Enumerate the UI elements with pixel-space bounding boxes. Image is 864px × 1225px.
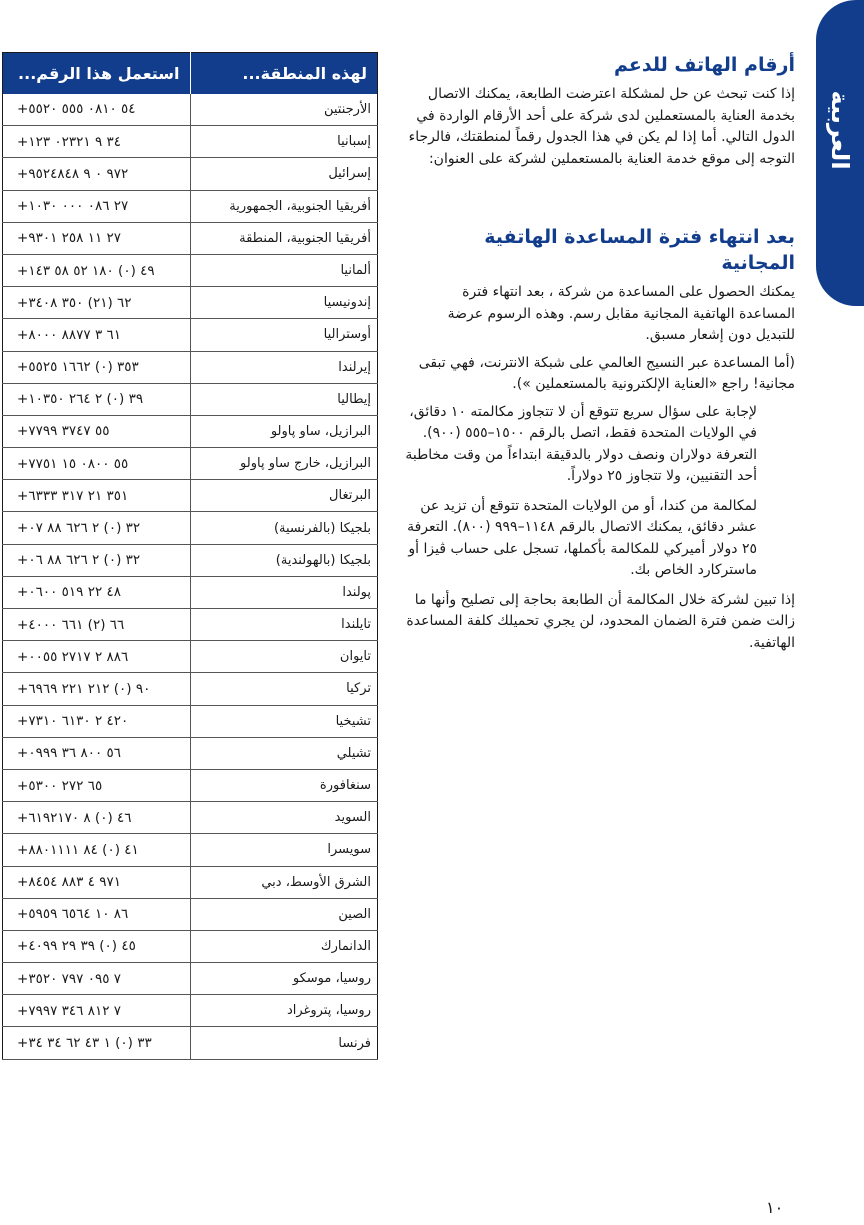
- bullet-quick-question: لإجابة على سؤال سريع تتوقع أن لا تتجاوز مكالمته ١٠ دقائق، في الولايات المتحدة فقط، اتصل بالرقم ١٥٠٠–٥٥٥ (٩٠٠). التعرفة دولاران ونصف دولار بالدقيقة ابتداءاً من وقت مخاطبة أحد التقنيين، ولا تتجاوز ٢٥ دولاراً.: [405, 403, 757, 484]
- table-row: [3, 480, 378, 512]
- header-region: لهذه المنطقة...: [190, 53, 378, 94]
- region-cell: سويسرا: [190, 834, 378, 866]
- table-row: [3, 512, 378, 544]
- region-cell: السويد: [190, 802, 378, 834]
- phone-number-cell: +٣٢ (٠) ٢ ٦٢٦ ٨٨ ٠٦: [3, 544, 191, 576]
- phone-number-cell: +٧ ٨١٢ ٣٤٦ ٧٩٩٧: [3, 995, 191, 1027]
- region-cell: روسيا، موسكو: [190, 963, 378, 995]
- table-row: [3, 576, 378, 608]
- table-row: [3, 254, 378, 286]
- region-cell: إسرائيل: [190, 158, 378, 190]
- table-row: [3, 609, 378, 641]
- phone-number-cell: +٣٥١ ٢١ ٣١٧ ٦٣٣٣: [3, 480, 191, 512]
- region-cell: الصين: [190, 898, 378, 930]
- paragraph-warranty: إذا تبين لشركة خلال المكالمة أن الطابعة بحاجة إلى تصليح وأنها ما زالت ضمن فترة الضمان المحدود، لن يجري تحميلك كلفة المساعدة الهاتفية.: [406, 591, 795, 651]
- phone-number-cell: +٣٣ (٠) ١ ٤٣ ٦٢ ٣٤ ٣٤: [3, 1027, 191, 1059]
- table-row: [3, 930, 378, 962]
- phone-number-cell: +٥٤ ٠٨١٠ ٥٥٥ ٥٥٢٠: [3, 94, 191, 126]
- table-row: [3, 769, 378, 801]
- table-row: [3, 415, 378, 447]
- phone-number-cell: +٤٦ (٠) ٨ ٦١٩٢١٧٠: [3, 802, 191, 834]
- region-cell: تايلندا: [190, 609, 378, 641]
- page-number: ١٠: [766, 1198, 784, 1217]
- table-row: [3, 158, 378, 190]
- table-row: [3, 995, 378, 1027]
- region-cell: تركيا: [190, 673, 378, 705]
- region-cell: تايوان: [190, 641, 378, 673]
- table-row: [3, 834, 378, 866]
- language-tab-label: العربية: [826, 90, 854, 170]
- phone-number-cell: +٧ ٠٩٥ ٧٩٧ ٣٥٢٠: [3, 963, 191, 995]
- region-cell: إيطاليا: [190, 383, 378, 415]
- phone-number-cell: +٦٥ ٢٧٢ ٥٣٠٠: [3, 769, 191, 801]
- phone-number-cell: +٦١ ٣ ٨٨٧٧ ٨٠٠٠: [3, 319, 191, 351]
- phone-number-cell: +٣٩ (٠) ٢ ٢٦٤ ١٠٣٥٠: [3, 383, 191, 415]
- region-cell: الأرجنتين: [190, 94, 378, 126]
- table-row: [3, 1027, 378, 1059]
- table-row: [3, 94, 378, 126]
- phone-number-cell: +٣٥٣ (٠) ١٦٦٢ ٥٥٢٥: [3, 351, 191, 383]
- region-cell: الدانمارك: [190, 930, 378, 962]
- phone-number-cell: +٣٢ (٠) ٢ ٦٢٦ ٨٨ ٠٧: [3, 512, 191, 544]
- phone-number-cell: +٤٩ (٠) ١٨٠ ٥٢ ٥٨ ١٤٣: [3, 254, 191, 286]
- phone-number-cell: +٨٦ ١٠ ٦٥٦٤ ٥٩٥٩: [3, 898, 191, 930]
- phone-number-cell: +٥٥ ٠٨٠٠ ١٥ ٧٧٥١: [3, 448, 191, 480]
- region-cell: تشيخيا: [190, 705, 378, 737]
- phone-number-cell: +٩٧١ ٤ ٨٨٣ ٨٤٥٤: [3, 866, 191, 898]
- table-row: [3, 351, 378, 383]
- phone-number-cell: +٩٧٢ ٠ ٩ ٩٥٢٤٨٤٨: [3, 158, 191, 190]
- region-cell: فرنسا: [190, 1027, 378, 1059]
- table-row: [3, 898, 378, 930]
- phone-number-cell: +٢٧ ١١ ٢٥٨ ٩٣٠١: [3, 222, 191, 254]
- phone-number-cell: +٢٧ ٠٨٦ ٠٠٠ ١٠٣٠: [3, 190, 191, 222]
- phone-number-cell: +٤١ (٠) ٨٤ ٨٨٠١١١١: [3, 834, 191, 866]
- support-numbers-table: [2, 52, 378, 1060]
- table-row: [3, 448, 378, 480]
- paragraph-paid-support: يمكنك الحصول على المساعدة من شركة ، بعد انتهاء فترة المساعدة الهاتفية المجانية مقابل رسم. وهذه الرسوم عرضة للتبديل دون إشعار مسبق.: [447, 284, 795, 343]
- paragraph-web-support: (أما المساعدة عبر النسيج العالمي على شبكة الانترنت، فهي تبقى مجانية! راجع «العناية الإلكترونية بالمستعملين »).: [418, 354, 795, 392]
- table-header-row: [3, 53, 378, 94]
- table-row: [3, 963, 378, 995]
- table-row: [3, 641, 378, 673]
- phone-number-cell: +٤٥ (٠) ٣٩ ٢٩ ٤٠٩٩: [3, 930, 191, 962]
- region-cell: البرازيل، ساو پاولو: [190, 415, 378, 447]
- table-row: [3, 544, 378, 576]
- region-cell: البرتغال: [190, 480, 378, 512]
- region-cell: البرازيل، خارج ساو پاولو: [190, 448, 378, 480]
- phone-number-cell: +٤٨ ٢٢ ٥١٩ ٠٦٠٠: [3, 576, 191, 608]
- table-row: [3, 866, 378, 898]
- region-cell: إندونيسيا: [190, 287, 378, 319]
- region-cell: أوستراليا: [190, 319, 378, 351]
- table-row: [3, 737, 378, 769]
- table-row: [3, 222, 378, 254]
- phone-number-cell: +٦٦ (٢) ٦٦١ ٤٠٠٠: [3, 609, 191, 641]
- phone-number-cell: +٦٢ (٢١) ٣٥٠ ٣٤٠٨: [3, 287, 191, 319]
- paragraph-intro: إذا كنت تبحث عن حل لمشكلة اعترضت الطابعة، يمكنك الاتصال بخدمة العناية بالمستعملين لدى شركة على أحد الأرقام الواردة في الدول التالي. أما إذا لم يكن في هذا الجدول رقماً لمنطقتك، فالرجاء التوجه إلى موقع خدمة العناية بالمستعملين لشركة على العنوان:: [408, 86, 795, 167]
- main-content: [405, 52, 795, 654]
- region-cell: سنغافورة: [190, 769, 378, 801]
- heading-support-numbers: أرقام الهاتف للدعم: [613, 54, 795, 76]
- region-cell: ألمانيا: [190, 254, 378, 286]
- region-cell: پولندا: [190, 576, 378, 608]
- table-row: [3, 802, 378, 834]
- heading-after-free-period: بعد انتهاء فترة المساعدة الهاتفية المجانية: [484, 226, 795, 274]
- region-cell: إيرلندا: [190, 351, 378, 383]
- phone-number-cell: +٤٢٠ ٢ ٦١٣٠ ٧٣١٠: [3, 705, 191, 737]
- table-row: [3, 126, 378, 158]
- phone-number-cell: +٣٤ ٩ ٠٢٣٢١ ١٢٣: [3, 126, 191, 158]
- table-row: [3, 319, 378, 351]
- region-cell: روسيا، پتروغراد: [190, 995, 378, 1027]
- table-row: [3, 383, 378, 415]
- phone-number-cell: +٨٨٦ ٢ ٢٧١٧ ٠٠٥٥: [3, 641, 191, 673]
- header-number: استعمل هذا الرقم...: [3, 53, 191, 94]
- bullet-canada-long-call: لمكالمة من كندا، أو من الولايات المتحدة تتوقع أن تزيد عن عشر دقائق، يمكنك الاتصال بالرقم ١١٤٨–٩٩٩ (٨٠٠). التعرفة ٢٥ دولار أميركي للمكالمة بأكملها، تسجل على حساب ڤيزا أو ماستركارد الخاص بك.: [407, 497, 757, 578]
- region-cell: بلجيكا (بالفرنسية): [190, 512, 378, 544]
- region-cell: أفريقيا الجنوبية، الجمهورية: [190, 190, 378, 222]
- table-row: [3, 705, 378, 737]
- table-row: [3, 287, 378, 319]
- region-cell: الشرق الأوسط، دبي: [190, 866, 378, 898]
- phone-number-cell: +٥٥ ٣٧٤٧ ٧٧٩٩: [3, 415, 191, 447]
- region-cell: بلجيكا (بالهولندية): [190, 544, 378, 576]
- region-cell: تشيلي: [190, 737, 378, 769]
- region-cell: أفريقيا الجنوبية، المنطقة: [190, 222, 378, 254]
- language-tab: [816, 0, 864, 306]
- table-row: [3, 673, 378, 705]
- phone-number-cell: +٩٠ (٠) ٢١٢ ٢٢١ ٦٩٦٩: [3, 673, 191, 705]
- phone-number-cell: +٥٦ ٨٠٠ ٣٦ ٠٩٩٩: [3, 737, 191, 769]
- table-body: [3, 94, 378, 1060]
- region-cell: إسبانيا: [190, 126, 378, 158]
- table-row: [3, 190, 378, 222]
